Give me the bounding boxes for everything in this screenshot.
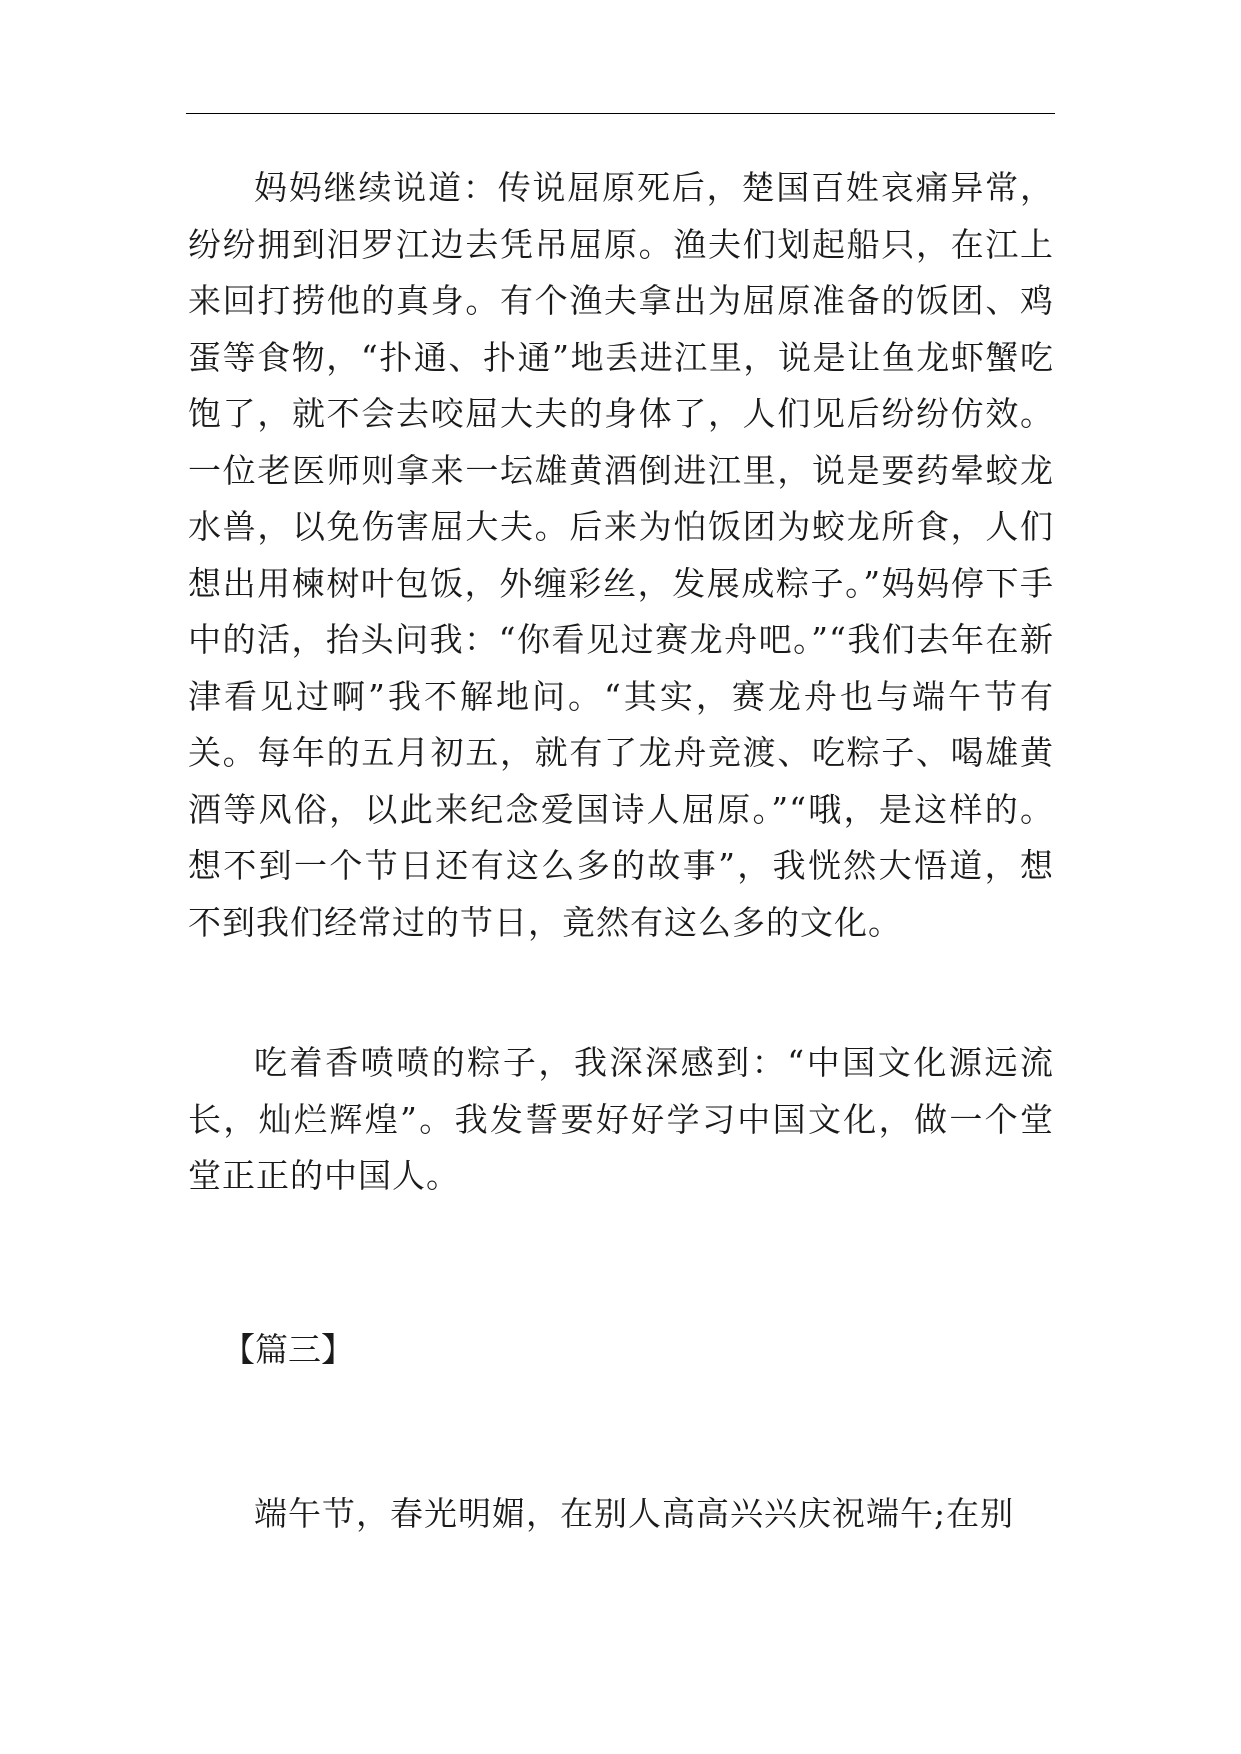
body-paragraph: 吃着香喷喷的粽子，我深深感到：“中国文化源远流长，灿烂辉煌”。我发誓要好好学习中国文化，做一个堂堂正正的中国人。: [188, 1043, 1054, 1195]
body-paragraph: 妈妈继续说道：传说屈原死后，楚国百姓哀痛异常，纷纷拥到汨罗江边去凭吊屈原。渔夫们划起船只，在江上来回打捞他的真身。有个渔夫拿出为屈原准备的饭团、鸡蛋等食物，“扑通、扑通”地丢进江里，说是让鱼龙虾蟹吃饱了，就不会去咬屈大夫的身体了，人们见后纷纷仿效。一位老医师则拿来一坛雄黄酒倒进江里，说是要药晕蛟龙水兽，以免伤害屈大夫。后来为怕饭团为蛟龙所食，人们想出用楝树叶包饭，外缠彩丝，发展成粽子。”妈妈停下手中的活，抬头问我：“你看见过赛龙舟吧。”“我们去年在新津看见过啊”我不解地问。“其实，赛龙舟也与端午节有关。每年的五月初五，就有了龙舟竞渡、吃粽子、喝雄黄酒等风俗，以此来纪念爱国诗人屈原。”“哦，是这样的。想不到一个节日还有这么多的故事”，我恍然大悟道，想不到我们经常过的节日，竟然有这么多的文化。: [188, 168, 1054, 942]
body-paragraph: 端午节，春光明媚，在别人高高兴兴庆祝端午;在别: [254, 1494, 1015, 1533]
section-heading: 【篇三】: [222, 1330, 354, 1369]
header-rule: [186, 113, 1055, 114]
